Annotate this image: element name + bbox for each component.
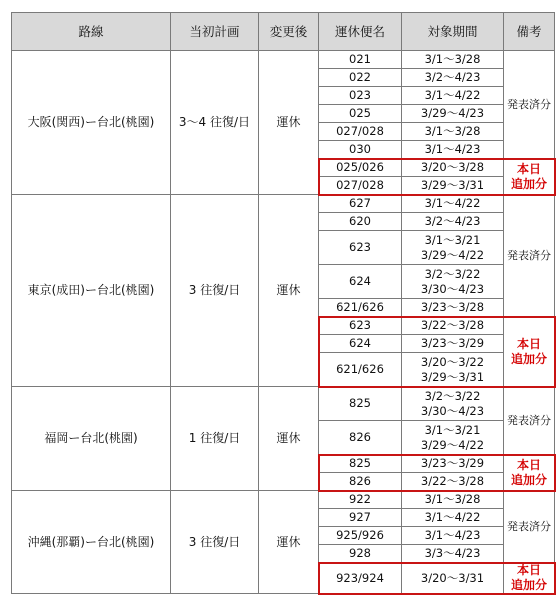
remark-added-line: 追加分 bbox=[510, 578, 547, 592]
table-header-row bbox=[12, 13, 555, 51]
flight-number: 621/626 bbox=[319, 299, 402, 317]
flight-row bbox=[12, 491, 555, 509]
target-period bbox=[402, 299, 504, 317]
period-line: 3/22〜3/28 bbox=[420, 474, 485, 489]
plan-cell: 3 往復/日 bbox=[171, 491, 259, 594]
target-period bbox=[402, 177, 504, 195]
header-suspended-flights: 運休便名 bbox=[319, 13, 402, 51]
route-cell: 沖縄(那覇)ー台北(桃園) bbox=[12, 491, 171, 594]
header-original-plan: 当初計画 bbox=[171, 13, 259, 51]
remark-announced: 発表済分 bbox=[504, 51, 555, 159]
remark-added-line: 追加分 bbox=[510, 472, 547, 487]
target-period bbox=[402, 213, 504, 231]
remark-added-line: 本日 bbox=[516, 161, 541, 176]
flight-row bbox=[12, 387, 555, 421]
period-line: 3/23〜3/29 bbox=[420, 456, 485, 471]
period-line: 3/1〜3/28 bbox=[424, 492, 481, 507]
target-period bbox=[402, 527, 504, 545]
period-line: 3/30〜4/23 bbox=[420, 281, 485, 296]
target-period bbox=[402, 159, 504, 177]
remark-added-line: 本日 bbox=[516, 457, 541, 472]
period-line: 3/1〜4/23 bbox=[424, 142, 481, 157]
target-period bbox=[402, 231, 504, 265]
period-line: 3/1〜3/28 bbox=[424, 124, 481, 139]
target-period bbox=[402, 421, 504, 455]
period-line: 3/1〜3/21 bbox=[424, 233, 481, 248]
remark-added-today bbox=[504, 317, 555, 387]
period-line: 3/29〜3/31 bbox=[420, 178, 485, 193]
period-line: 3/2〜4/23 bbox=[424, 70, 481, 85]
change-cell: 運休 bbox=[259, 491, 319, 594]
target-period bbox=[402, 473, 504, 491]
period-line: 3/3〜4/23 bbox=[424, 546, 481, 561]
period-line: 3/20〜3/31 bbox=[420, 570, 485, 585]
period-line: 3/29〜4/22 bbox=[420, 247, 485, 262]
flight-number: 623 bbox=[319, 231, 402, 265]
plan-cell: 1 往復/日 bbox=[171, 387, 259, 491]
target-period bbox=[402, 491, 504, 509]
flight-number: 025 bbox=[319, 105, 402, 123]
route-cell: 東京(成田)ー台北(桃園) bbox=[12, 195, 171, 387]
flight-number: 022 bbox=[319, 69, 402, 87]
target-period bbox=[402, 545, 504, 563]
target-period bbox=[402, 509, 504, 527]
target-period bbox=[402, 123, 504, 141]
flight-number: 928 bbox=[319, 545, 402, 563]
period-line: 3/20〜3/28 bbox=[420, 160, 485, 175]
remark-announced: 発表済分 bbox=[504, 387, 555, 455]
target-period bbox=[402, 105, 504, 123]
target-period bbox=[402, 353, 504, 387]
target-period bbox=[402, 317, 504, 335]
period-line: 3/29〜4/22 bbox=[420, 437, 485, 452]
remark-added-line: 追加分 bbox=[510, 351, 547, 366]
flight-number: 927 bbox=[319, 509, 402, 527]
remark-announced: 発表済分 bbox=[504, 491, 555, 563]
remark-added-today bbox=[504, 563, 555, 594]
plan-cell: 3〜4 往復/日 bbox=[171, 51, 259, 195]
target-period bbox=[402, 69, 504, 87]
period-line: 3/2〜4/23 bbox=[424, 214, 481, 229]
remark-added-line: 追加分 bbox=[510, 176, 547, 191]
period-line: 3/1〜4/22 bbox=[424, 88, 481, 103]
period-line: 3/22〜3/28 bbox=[420, 318, 485, 333]
flight-number: 624 bbox=[319, 265, 402, 299]
target-period bbox=[402, 455, 504, 473]
flight-number: 624 bbox=[319, 335, 402, 353]
flight-number: 922 bbox=[319, 491, 402, 509]
period-line: 3/1〜3/21 bbox=[424, 423, 481, 438]
target-period bbox=[402, 387, 504, 421]
flight-number: 923/924 bbox=[319, 563, 402, 594]
period-line: 3/1〜4/22 bbox=[424, 510, 481, 525]
period-line: 3/29〜4/23 bbox=[420, 106, 485, 121]
flight-suspension-table bbox=[11, 12, 555, 594]
route-cell: 大阪(関西)ー台北(桃園) bbox=[12, 51, 171, 195]
period-line: 3/2〜3/22 bbox=[424, 267, 481, 282]
flight-number: 620 bbox=[319, 213, 402, 231]
plan-cell: 3 往復/日 bbox=[171, 195, 259, 387]
flight-number: 825 bbox=[319, 455, 402, 473]
target-period bbox=[402, 335, 504, 353]
flight-number: 623 bbox=[319, 317, 402, 335]
target-period bbox=[402, 87, 504, 105]
header-route: 路線 bbox=[12, 13, 171, 51]
flight-number: 021 bbox=[319, 51, 402, 69]
flight-number: 621/626 bbox=[319, 353, 402, 387]
period-line: 3/29〜3/31 bbox=[420, 369, 485, 384]
flight-number: 826 bbox=[319, 473, 402, 491]
flight-number: 025/026 bbox=[319, 159, 402, 177]
flight-number: 925/926 bbox=[319, 527, 402, 545]
period-line: 3/23〜3/29 bbox=[420, 336, 485, 351]
target-period bbox=[402, 265, 504, 299]
header-after-change: 変更後 bbox=[259, 13, 319, 51]
period-line: 3/23〜3/28 bbox=[420, 300, 485, 315]
flight-number: 023 bbox=[319, 87, 402, 105]
route-cell: 福岡ー台北(桃園) bbox=[12, 387, 171, 491]
target-period bbox=[402, 51, 504, 69]
period-line: 3/2〜3/22 bbox=[424, 389, 481, 404]
remark-added-today bbox=[504, 455, 555, 491]
header-remarks: 備考 bbox=[504, 13, 555, 51]
change-cell: 運休 bbox=[259, 387, 319, 491]
table-body bbox=[12, 51, 555, 594]
period-line: 3/20〜3/22 bbox=[420, 355, 485, 370]
period-line: 3/1〜4/23 bbox=[424, 528, 481, 543]
flight-number: 825 bbox=[319, 387, 402, 421]
remark-added-line: 本日 bbox=[516, 563, 541, 577]
target-period bbox=[402, 141, 504, 159]
target-period bbox=[402, 195, 504, 213]
change-cell: 運休 bbox=[259, 51, 319, 195]
remark-added-today bbox=[504, 159, 555, 195]
remark-announced: 発表済分 bbox=[504, 195, 555, 317]
flight-number: 027/028 bbox=[319, 123, 402, 141]
flight-number: 627 bbox=[319, 195, 402, 213]
period-line: 3/30〜4/23 bbox=[420, 403, 485, 418]
period-line: 3/1〜3/28 bbox=[424, 52, 481, 67]
change-cell: 運休 bbox=[259, 195, 319, 387]
flight-number: 826 bbox=[319, 421, 402, 455]
target-period bbox=[402, 563, 504, 594]
flight-number: 030 bbox=[319, 141, 402, 159]
header-target-period: 対象期間 bbox=[402, 13, 504, 51]
flight-number: 027/028 bbox=[319, 177, 402, 195]
flight-row bbox=[12, 195, 555, 213]
flight-row bbox=[12, 51, 555, 69]
period-line: 3/1〜4/22 bbox=[424, 196, 481, 211]
remark-added-line: 本日 bbox=[516, 336, 541, 351]
